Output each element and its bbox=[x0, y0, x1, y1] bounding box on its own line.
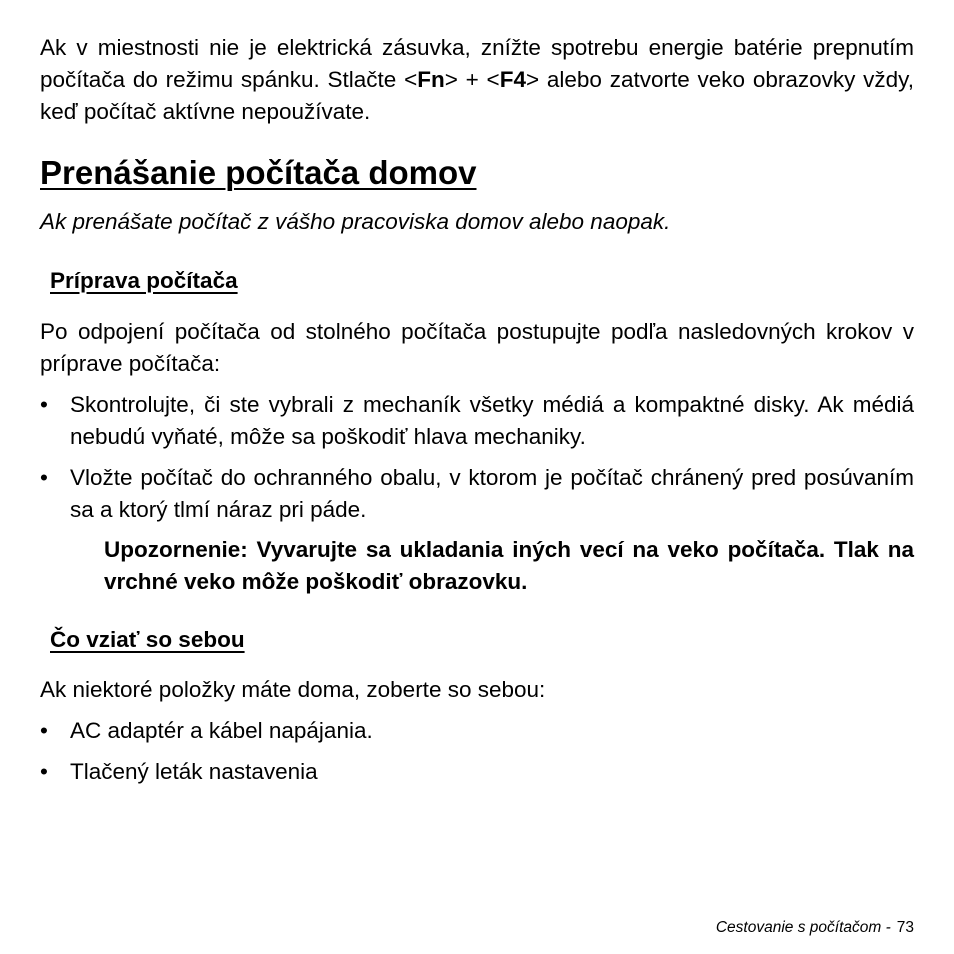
bullet-marker: • bbox=[40, 718, 48, 743]
intro-text-middle: > + < bbox=[444, 67, 500, 92]
key-fn: Fn bbox=[417, 67, 445, 92]
section-subtitle: Ak prenášate počítač z vášho pracoviska domov alebo naopak. bbox=[40, 209, 671, 234]
key-f4: F4 bbox=[499, 67, 526, 92]
intro-paragraph bbox=[40, 32, 914, 128]
list-item-text: Vložte počítač do ochranného obalu, v ktorom je počítač chránený pred posúvaním sa a ktorý tlmí náraz pri páde. bbox=[70, 465, 914, 522]
page-footer bbox=[716, 918, 914, 938]
intro-text-end: > alebo zatvorte veko obrazovky vždy, keď počítač aktívne nepoužívate. bbox=[40, 67, 915, 124]
list-item-text: Skontrolujte, či ste vybrali z mechaník všetky médiá a kompaktné disky. Ak médiá nebudú vyňaté, môže sa poškodiť hlava mechaniky. bbox=[70, 392, 914, 449]
list-item bbox=[40, 715, 914, 747]
bullet-marker: • bbox=[40, 392, 48, 417]
section-title: Prenášanie počítača domov bbox=[40, 154, 477, 191]
warning-note: Upozornenie: Vyvarujte sa ukladania iných vecí na veko počítača. Tlak na vrchné veko môže poškodiť obrazovku. bbox=[104, 537, 914, 594]
bullet-marker: • bbox=[40, 759, 48, 784]
take-along-paragraph: Ak niektoré položky máte doma, zoberte so sebou: bbox=[40, 677, 546, 702]
list-item bbox=[40, 389, 914, 453]
list-item-text: AC adaptér a kábel napájania. bbox=[70, 718, 373, 743]
take-along-heading: Čo vziať so sebou bbox=[50, 627, 245, 652]
list-item bbox=[40, 756, 914, 788]
list-item-text: Tlačený leták nastavenia bbox=[70, 759, 318, 784]
intro-text-start: Ak v miestnosti nie je elektrická zásuvka, znížte spotrebu energie batérie prepnutím počítača do režimu spánku. Stlačte < bbox=[40, 35, 914, 92]
bullet-marker: • bbox=[40, 465, 48, 490]
page-number: 73 bbox=[896, 919, 914, 936]
list-item bbox=[40, 462, 914, 526]
footer-chapter: Cestovanie s počítačom - bbox=[715, 919, 891, 936]
preparation-paragraph: Po odpojení počítača od stolného počítača postupujte podľa nasledovných krokov v príprave počítača: bbox=[40, 319, 914, 376]
preparation-heading: Príprava počítača bbox=[50, 268, 238, 293]
